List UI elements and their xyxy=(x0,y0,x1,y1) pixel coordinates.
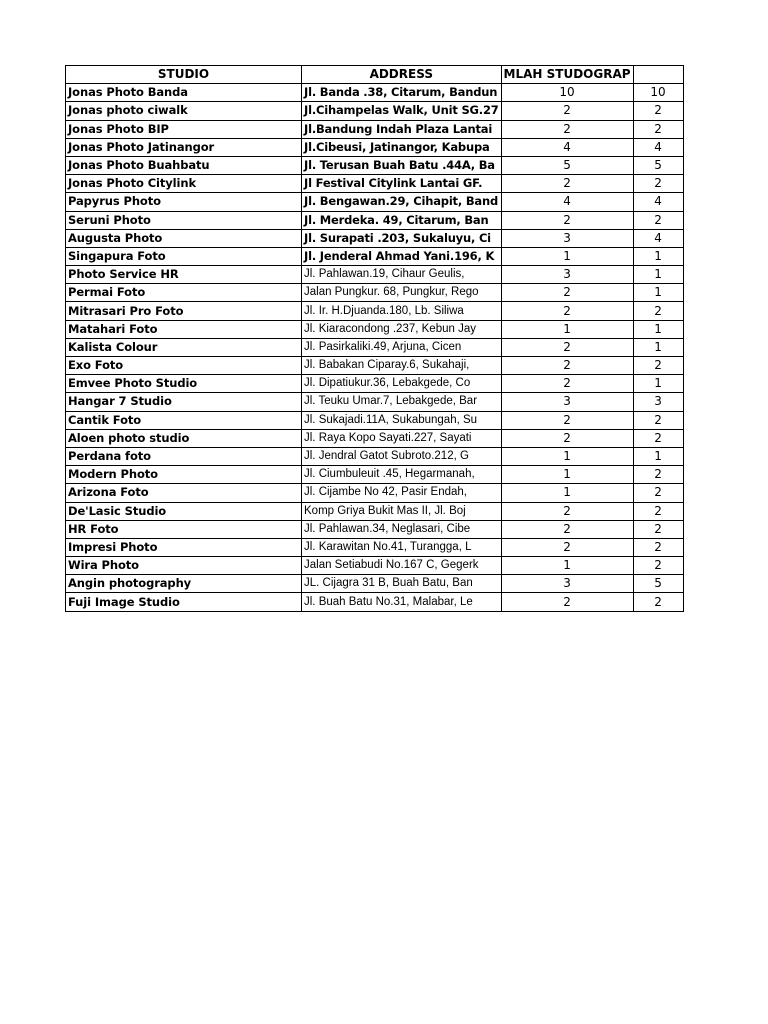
count-cell-2[interactable]: 1 xyxy=(633,284,683,302)
address-cell[interactable]: Jl. Pahlawan.19, Cihaur Geulis, xyxy=(302,266,502,284)
table-row xyxy=(66,120,684,138)
studio-cell[interactable]: Impresi Photo xyxy=(66,538,302,556)
count-cell-2[interactable]: 2 xyxy=(633,357,683,375)
table-row xyxy=(66,338,684,356)
studio-cell[interactable]: Jonas Photo Buahbatu xyxy=(66,156,302,174)
studio-cell[interactable]: Modern Photo xyxy=(66,466,302,484)
count-cell[interactable]: 1 xyxy=(501,466,633,484)
address-cell[interactable]: Komp Griya Bukit Mas II, Jl. Boj xyxy=(302,502,502,520)
count-cell-2[interactable]: 1 xyxy=(633,247,683,265)
count-cell-2[interactable]: 5 xyxy=(633,575,683,593)
studio-cell[interactable]: Jonas photo ciwalk xyxy=(66,102,302,120)
address-cell[interactable]: Jl. Dipatiukur.36, Lebakgede, Co xyxy=(302,375,502,393)
count-cell-2[interactable]: 2 xyxy=(633,557,683,575)
address-cell[interactable]: Jl. Teuku Umar.7, Lebakgede, Bar xyxy=(302,393,502,411)
address-cell[interactable]: Jl. Raya Kopo Sayati.227, Sayati xyxy=(302,429,502,447)
count-cell-2[interactable]: 2 xyxy=(633,302,683,320)
table-row xyxy=(66,84,684,102)
studio-cell[interactable]: Fuji Image Studio xyxy=(66,593,302,611)
table-row xyxy=(66,266,684,284)
address-cell[interactable]: Jl. Merdeka. 49, Citarum, Ban xyxy=(302,211,502,229)
address-cell[interactable]: Jalan Setiabudi No.167 C, Gegerk xyxy=(302,557,502,575)
header-address[interactable]: ADDRESS xyxy=(302,66,502,84)
address-cell[interactable]: Jl Festival Citylink Lantai GF. xyxy=(302,175,502,193)
count-cell-2[interactable]: 2 xyxy=(633,538,683,556)
count-cell[interactable]: 2 xyxy=(501,520,633,538)
count-cell[interactable]: 2 xyxy=(501,429,633,447)
count-cell[interactable]: 2 xyxy=(501,593,633,611)
header-studio[interactable]: STUDIO xyxy=(66,66,302,84)
count-cell-2[interactable]: 4 xyxy=(633,229,683,247)
table-row xyxy=(66,484,684,502)
table-row xyxy=(66,284,684,302)
table-row xyxy=(66,357,684,375)
spreadsheet xyxy=(65,65,684,612)
studio-cell[interactable]: Matahari Foto xyxy=(66,320,302,338)
count-cell-2[interactable]: 10 xyxy=(633,84,683,102)
count-cell[interactable]: 2 xyxy=(501,375,633,393)
count-cell[interactable]: 1 xyxy=(501,247,633,265)
count-cell-2[interactable]: 2 xyxy=(633,502,683,520)
table-row xyxy=(66,138,684,156)
count-cell-2[interactable]: 1 xyxy=(633,447,683,465)
count-cell-2[interactable]: 2 xyxy=(633,102,683,120)
address-cell[interactable]: Jalan Pungkur. 68, Pungkur, Rego xyxy=(302,284,502,302)
table-row xyxy=(66,502,684,520)
count-cell-2[interactable]: 1 xyxy=(633,375,683,393)
studio-cell[interactable]: Mitrasari Pro Foto xyxy=(66,302,302,320)
header-count[interactable]: MLAH STUDOGRAP xyxy=(501,66,633,84)
count-cell[interactable]: 2 xyxy=(501,502,633,520)
count-cell[interactable]: 2 xyxy=(501,538,633,556)
header-count-2[interactable] xyxy=(633,66,683,84)
count-cell[interactable]: 3 xyxy=(501,393,633,411)
studio-cell[interactable]: De'Lasic Studio xyxy=(66,502,302,520)
studio-cell[interactable]: Augusta Photo xyxy=(66,229,302,247)
count-cell[interactable]: 4 xyxy=(501,193,633,211)
studio-cell[interactable]: Jonas Photo Jatinangor xyxy=(66,138,302,156)
count-cell-2[interactable]: 3 xyxy=(633,393,683,411)
count-cell[interactable]: 2 xyxy=(501,175,633,193)
count-cell-2[interactable]: 2 xyxy=(633,466,683,484)
address-cell[interactable]: Jl.Cihampelas Walk, Unit SG.27 xyxy=(302,102,502,120)
table-row xyxy=(66,538,684,556)
table-body xyxy=(66,84,684,611)
address-cell[interactable]: Jl. Pahlawan.34, Neglasari, Cibe xyxy=(302,520,502,538)
count-cell-2[interactable]: 2 xyxy=(633,175,683,193)
count-cell[interactable]: 2 xyxy=(501,338,633,356)
count-cell-2[interactable]: 1 xyxy=(633,338,683,356)
count-cell-2[interactable]: 2 xyxy=(633,593,683,611)
table-row xyxy=(66,447,684,465)
count-cell[interactable]: 3 xyxy=(501,266,633,284)
address-cell[interactable]: Jl. Buah Batu No.31, Malabar, Le xyxy=(302,593,502,611)
studio-cell[interactable]: Seruni Photo xyxy=(66,211,302,229)
table-row xyxy=(66,175,684,193)
table-row xyxy=(66,211,684,229)
studio-cell[interactable]: Hangar 7 Studio xyxy=(66,393,302,411)
address-cell[interactable]: Jl. Bengawan.29, Cihapit, Band xyxy=(302,193,502,211)
count-cell[interactable]: 1 xyxy=(501,447,633,465)
count-cell[interactable]: 10 xyxy=(501,84,633,102)
address-cell[interactable]: Jl. Jendral Gatot Subroto.212, G xyxy=(302,447,502,465)
table-row xyxy=(66,466,684,484)
table-row xyxy=(66,247,684,265)
count-cell-2[interactable]: 2 xyxy=(633,211,683,229)
count-cell-2[interactable]: 2 xyxy=(633,411,683,429)
address-cell[interactable]: Jl. Ir. H.Djuanda.180, Lb. Siliwa xyxy=(302,302,502,320)
studio-cell[interactable]: Angin photography xyxy=(66,575,302,593)
studio-cell[interactable]: Arizona Foto xyxy=(66,484,302,502)
count-cell[interactable]: 1 xyxy=(501,320,633,338)
address-cell[interactable]: Jl. Sukajadi.11A, Sukabungah, Su xyxy=(302,411,502,429)
studio-cell[interactable]: Jonas Photo Citylink xyxy=(66,175,302,193)
table-row xyxy=(66,229,684,247)
table-row xyxy=(66,320,684,338)
studio-cell[interactable]: HR Foto xyxy=(66,520,302,538)
table-row xyxy=(66,375,684,393)
studio-cell[interactable]: Emvee Photo Studio xyxy=(66,375,302,393)
address-cell[interactable]: Jl. Pasirkaliki.49, Arjuna, Cicen xyxy=(302,338,502,356)
count-cell[interactable]: 1 xyxy=(501,484,633,502)
studio-cell[interactable]: Aloen photo studio xyxy=(66,429,302,447)
studio-cell[interactable]: Kalista Colour xyxy=(66,338,302,356)
address-cell[interactable]: Jl. Surapati .203, Sukaluyu, Ci xyxy=(302,229,502,247)
address-cell[interactable]: Jl. Babakan Ciparay.6, Sukahaji, xyxy=(302,357,502,375)
address-cell[interactable]: Jl. Cijambe No 42, Pasir Endah, xyxy=(302,484,502,502)
studio-cell[interactable]: Wira Photo xyxy=(66,557,302,575)
count-cell-2[interactable]: 4 xyxy=(633,193,683,211)
address-cell[interactable]: Jl. Karawitan No.41, Turangga, L xyxy=(302,538,502,556)
studio-cell[interactable]: Jonas Photo Banda xyxy=(66,84,302,102)
address-cell[interactable]: Jl. Terusan Buah Batu .44A, Ba xyxy=(302,156,502,174)
count-cell[interactable]: 1 xyxy=(501,557,633,575)
table-row xyxy=(66,102,684,120)
count-cell-2[interactable]: 2 xyxy=(633,429,683,447)
table-row xyxy=(66,557,684,575)
table-row xyxy=(66,193,684,211)
address-cell[interactable]: Jl. Jenderal Ahmad Yani.196, K xyxy=(302,247,502,265)
address-cell[interactable]: JL. Cijagra 31 B, Buah Batu, Ban xyxy=(302,575,502,593)
count-cell[interactable]: 5 xyxy=(501,156,633,174)
table-row xyxy=(66,520,684,538)
address-cell[interactable]: Jl. Banda .38, Citarum, Bandun xyxy=(302,84,502,102)
table-row xyxy=(66,575,684,593)
address-cell[interactable]: Jl.Bandung Indah Plaza Lantai xyxy=(302,120,502,138)
studio-cell[interactable]: Cantik Foto xyxy=(66,411,302,429)
count-cell[interactable]: 3 xyxy=(501,575,633,593)
address-cell[interactable]: Jl.Cibeusi, Jatinangor, Kabupa xyxy=(302,138,502,156)
studio-cell[interactable]: Photo Service HR xyxy=(66,266,302,284)
count-cell[interactable]: 2 xyxy=(501,120,633,138)
studio-cell[interactable]: Jonas Photo BIP xyxy=(66,120,302,138)
count-cell[interactable]: 3 xyxy=(501,229,633,247)
table-row xyxy=(66,393,684,411)
table-row xyxy=(66,411,684,429)
studio-cell[interactable]: Papyrus Photo xyxy=(66,193,302,211)
table-row xyxy=(66,156,684,174)
count-cell-2[interactable]: 1 xyxy=(633,266,683,284)
studio-cell[interactable]: Perdana foto xyxy=(66,447,302,465)
header-row xyxy=(66,66,684,84)
count-cell-2[interactable]: 4 xyxy=(633,138,683,156)
count-cell-2[interactable]: 2 xyxy=(633,484,683,502)
count-cell[interactable]: 2 xyxy=(501,357,633,375)
count-cell[interactable]: 2 xyxy=(501,284,633,302)
count-cell[interactable]: 2 xyxy=(501,102,633,120)
count-cell-2[interactable]: 2 xyxy=(633,120,683,138)
table-row xyxy=(66,593,684,611)
count-cell-2[interactable]: 5 xyxy=(633,156,683,174)
studio-cell[interactable]: Exo Foto xyxy=(66,357,302,375)
count-cell[interactable]: 2 xyxy=(501,211,633,229)
table-row xyxy=(66,302,684,320)
table-row xyxy=(66,429,684,447)
count-cell[interactable]: 4 xyxy=(501,138,633,156)
studio-cell[interactable]: Singapura Foto xyxy=(66,247,302,265)
address-cell[interactable]: Jl. Ciumbuleuit .45, Hegarmanah, xyxy=(302,466,502,484)
studio-cell[interactable]: Permai Foto xyxy=(66,284,302,302)
count-cell-2[interactable]: 2 xyxy=(633,520,683,538)
count-cell[interactable]: 2 xyxy=(501,411,633,429)
studio-table xyxy=(65,65,684,612)
count-cell[interactable]: 2 xyxy=(501,302,633,320)
count-cell-2[interactable]: 1 xyxy=(633,320,683,338)
address-cell[interactable]: Jl. Kiaracondong .237, Kebun Jay xyxy=(302,320,502,338)
